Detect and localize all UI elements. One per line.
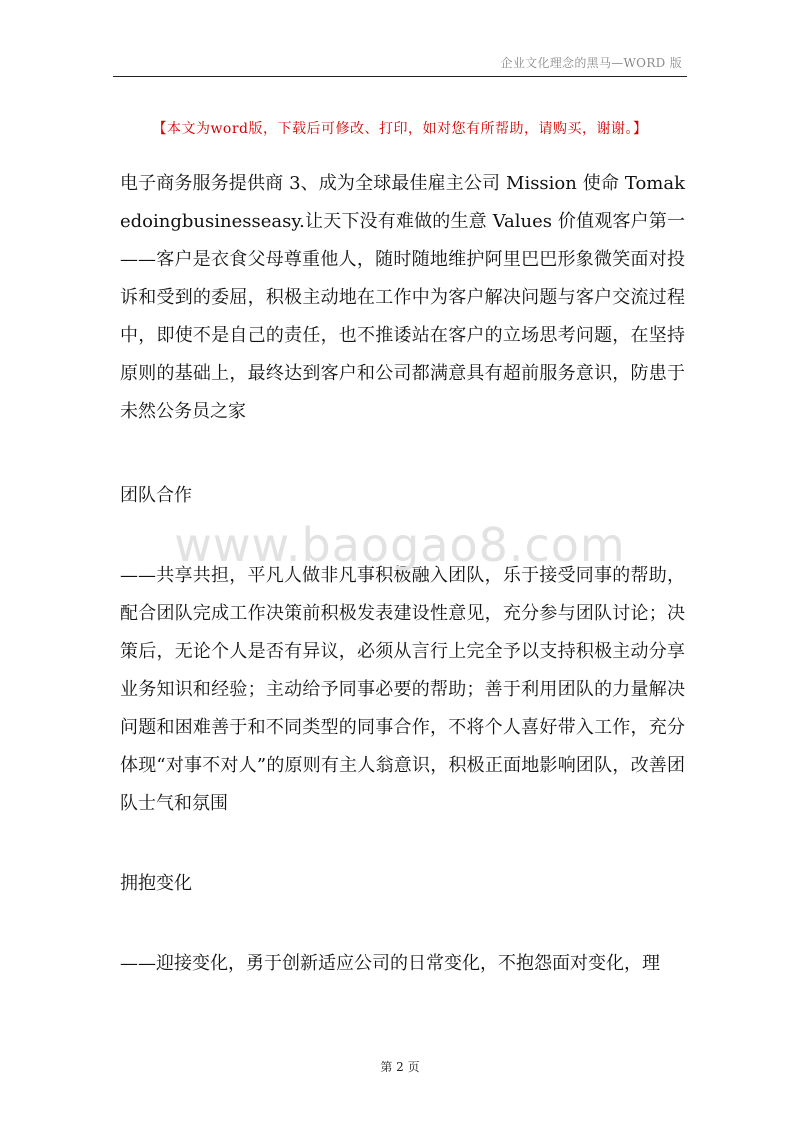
purchase-notice: 【本文为word版，下载后可修改、打印，如对您有所帮助，请购买，谢谢。】 [152,121,648,137]
heading-teamwork: 团队合作 [120,485,192,506]
spacer [120,823,685,865]
paragraph-teamwork: ——共享共担，平凡人做非凡事积极融入团队，乐于接受同事的帮助，配合团队完成工作决策前积极发表建设性意见，充分参与团队讨论；决策后，无论个人是否有异议，必须从言行上完全予以支持积极主动分享业务知识和经验；主动给予同事必要的帮助；善于利用团队的力量解决问题和困难善于和不同类型的同事合作，不将个人喜好带入工作，充分体现“对事不对人”的原则有主人翁意识，积极正面地影响团队，改善团队士气和氛围 [120,565,685,814]
spacer [120,903,685,945]
paragraph-embrace-change: ——迎接变化，勇于创新适应公司的日常变化，不抱怨面对变化，理 [120,953,660,974]
header-title: 企业文化理念的黑马—WORD 版 [500,56,682,70]
heading-embrace-change: 拥抱变化 [120,873,192,894]
spacer [120,431,685,477]
header-divider [113,76,687,77]
page-number: 第 2 页 [380,1060,420,1074]
document-body [120,165,685,983]
spacer [120,515,685,557]
watermark: www.baogao8.com [174,518,626,572]
paragraph-customer-first: 电子商务服务提供商 3、成为全球最佳雇主公司 Mission 使命 Tomakedoingbusinesseasy.让天下没有难做的生意 Values 价值观客户第一——客户是衣食父母尊重他人，随时随地维护阿里巴巴形象微笑面对投诉和受到的委屈，积极主动地在工作中为客户解决问题与客户交流过程中，即使不是自己的责任，也不推诿站在客户的立场思考问题，在坚持原则的基础上，最终达到客户和公司都满意具有超前服务意识，防患于未然公务员之家 [120,173,685,422]
